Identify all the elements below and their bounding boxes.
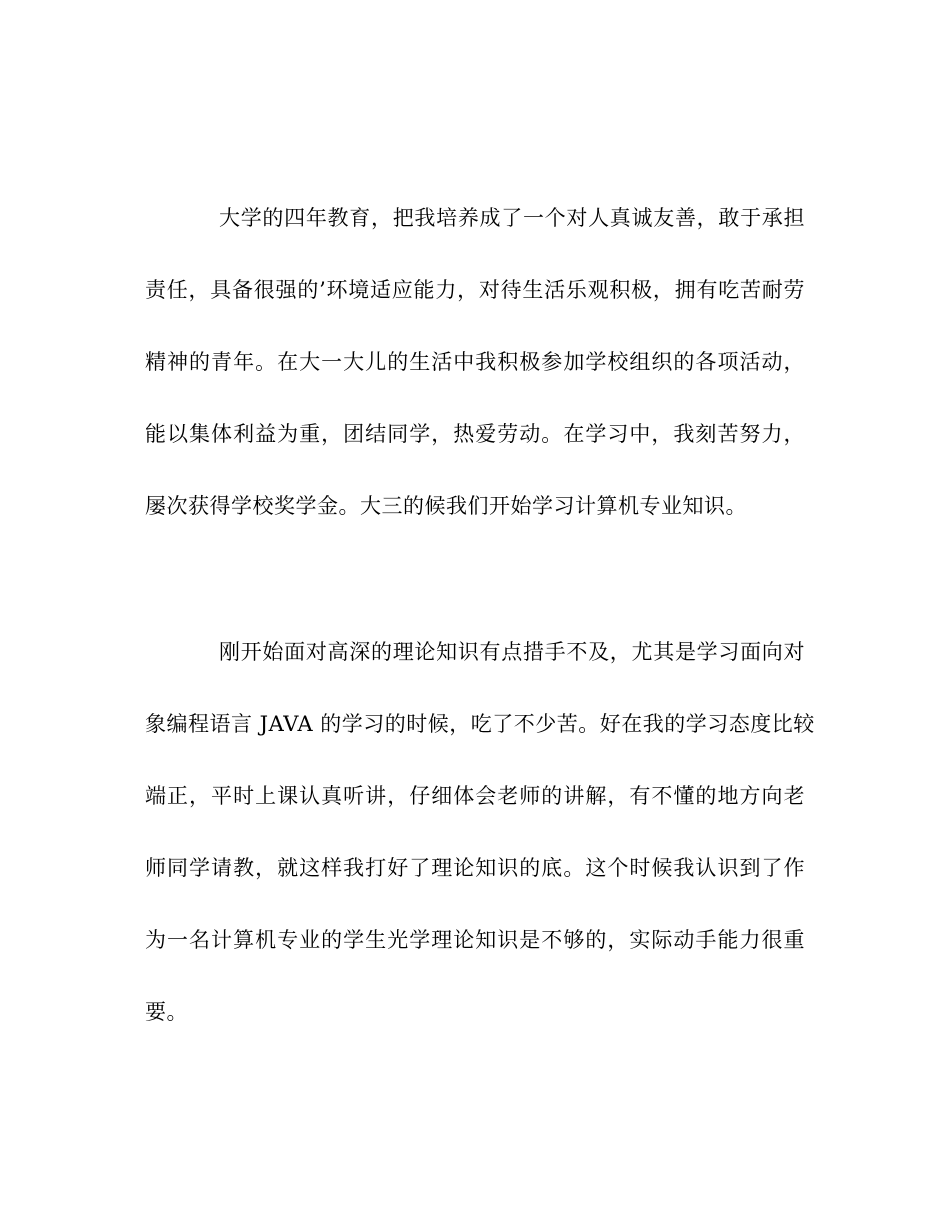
paragraph-2 xyxy=(145,616,815,1048)
paragraph-line: 大学的四年教育，把我培养成了一个对人真诚友善，敢于承担 xyxy=(219,206,805,230)
paragraph-line: 象编程语言 JAVA 的学习的时候，吃了不少苦。好在我的学习态度比较 xyxy=(145,712,815,736)
paragraph-line: 精神的青年。在大一大儿的生活中我积极参加学校组织的各项活动， xyxy=(145,350,805,374)
paragraph-line: 师同学请教，就这样我打好了理论知识的底。这个时候我认识到了作 xyxy=(145,856,805,880)
paragraph-line: 端正，平时上课认真听讲，仔细体会老师的讲解，有不懂的地方向老 xyxy=(145,784,805,808)
paragraph-line: 刚开始面对高深的理论知识有点措手不及，尤其是学习面向对 xyxy=(219,640,805,664)
paragraph-line: 要。 xyxy=(145,1000,188,1024)
paragraph-line: 屡次获得学校奖学金。大三的候我们开始学习计算机专业知识。 xyxy=(145,494,747,518)
paragraph-line: 能以集体利益为重，团结同学，热爱劳动。在学习中，我刻苦努力， xyxy=(145,422,805,446)
paragraph-line: 责任，具备很强的’环境适应能力，对待生活乐观积极，拥有吃苦耐劳 xyxy=(145,278,805,302)
paragraph-1 xyxy=(145,182,805,542)
paragraph-line: 为一名计算机专业的学生光学理论知识是不够的，实际动手能力很重 xyxy=(145,928,805,952)
